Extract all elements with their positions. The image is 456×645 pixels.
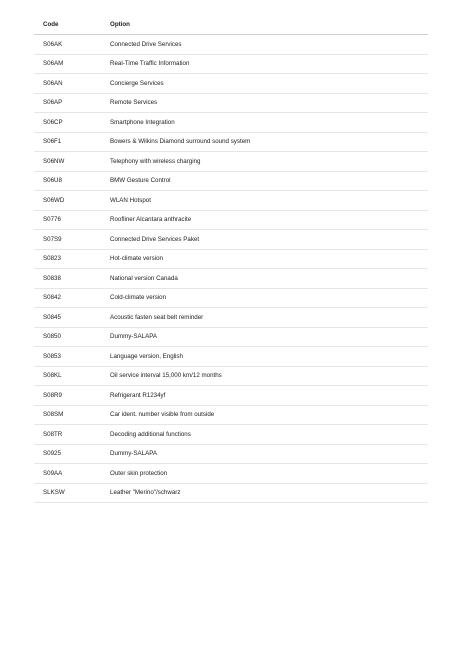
table-row bbox=[34, 406, 428, 426]
table-row bbox=[34, 445, 428, 465]
table-row bbox=[34, 35, 428, 55]
option-code: S08R9 bbox=[43, 391, 62, 399]
option-description: Telephony with wireless charging bbox=[110, 157, 201, 165]
option-description: National version Canada bbox=[110, 274, 178, 282]
option-description: Hot-climate version bbox=[110, 255, 163, 263]
option-code: S0845 bbox=[43, 313, 61, 321]
table-row bbox=[34, 425, 428, 445]
option-code: S08KL bbox=[43, 372, 62, 380]
option-description: Decoding additional functions bbox=[110, 430, 191, 438]
option-description: Oil service interval 15,000 km/12 months bbox=[110, 372, 222, 380]
option-description: Dummy-SALAPA bbox=[110, 333, 157, 341]
table-row bbox=[34, 269, 428, 289]
option-code: S06NW bbox=[43, 157, 65, 165]
table-row bbox=[34, 152, 428, 172]
option-code: S06F1 bbox=[43, 138, 62, 146]
option-description: Remote Services bbox=[110, 99, 158, 107]
option-code: S07S9 bbox=[43, 235, 62, 243]
option-code: S06AN bbox=[43, 79, 63, 87]
option-description: Cold-climate version bbox=[110, 294, 167, 302]
option-code: S0838 bbox=[43, 274, 61, 282]
option-code: S06U8 bbox=[43, 177, 62, 185]
options-table bbox=[34, 14, 428, 503]
option-code: SLKSW bbox=[43, 489, 65, 497]
table-row bbox=[34, 308, 428, 328]
option-code: S0842 bbox=[43, 294, 61, 302]
table-row bbox=[34, 133, 428, 153]
option-description: Refrigerant R1234yf bbox=[110, 391, 166, 399]
option-code: S0850 bbox=[43, 333, 61, 341]
option-code: S06AM bbox=[43, 60, 64, 68]
table-row bbox=[34, 464, 428, 484]
option-description: Smartphone Integration bbox=[110, 118, 175, 126]
table-row bbox=[34, 94, 428, 114]
table-row bbox=[34, 250, 428, 270]
table-row bbox=[34, 211, 428, 231]
option-description: Bowers & Wilkins Diamond surround sound system bbox=[110, 138, 251, 146]
table-row bbox=[34, 347, 428, 367]
option-code: S09AA bbox=[43, 469, 63, 477]
option-code: S0925 bbox=[43, 450, 61, 458]
column-header-code: Code bbox=[43, 20, 59, 28]
option-description: Leather "Merino"/schwarz bbox=[110, 489, 181, 497]
option-code: S06WD bbox=[43, 196, 65, 204]
option-description: Real-Time Traffic Information bbox=[110, 60, 190, 68]
option-code: S06AK bbox=[43, 40, 63, 48]
column-header-option: Option bbox=[110, 20, 130, 28]
option-description: Dummy-SALAPA bbox=[110, 450, 157, 458]
table-row bbox=[34, 191, 428, 211]
option-description: Language version, English bbox=[110, 352, 183, 360]
option-code: S0776 bbox=[43, 216, 61, 224]
table-row bbox=[34, 113, 428, 133]
option-code: S06AP bbox=[43, 99, 63, 107]
table-row bbox=[34, 484, 428, 504]
option-code: S08TR bbox=[43, 430, 63, 438]
option-description: WLAN Hotspot bbox=[110, 196, 151, 204]
option-code: S0853 bbox=[43, 352, 61, 360]
option-description: Acoustic fasten seat belt reminder bbox=[110, 313, 204, 321]
table-row bbox=[34, 367, 428, 387]
table-row bbox=[34, 74, 428, 94]
option-code: S06CP bbox=[43, 118, 63, 126]
option-description: Connected Drive Services bbox=[110, 40, 182, 48]
table-row bbox=[34, 230, 428, 250]
option-description: BMW Gesture Control bbox=[110, 177, 171, 185]
option-description: Outer skin protection bbox=[110, 469, 168, 477]
table-row bbox=[34, 328, 428, 348]
option-description: Car ident. number visible from outside bbox=[110, 411, 215, 419]
table-header-row bbox=[34, 14, 428, 35]
option-code: S0823 bbox=[43, 255, 61, 263]
table-row bbox=[34, 55, 428, 75]
option-description: Connected Drive Services Paket bbox=[110, 235, 200, 243]
table-row bbox=[34, 172, 428, 192]
option-description: Roofliner Alcantara anthracite bbox=[110, 216, 192, 224]
table-body bbox=[34, 35, 428, 503]
table-row bbox=[34, 386, 428, 406]
table-row bbox=[34, 289, 428, 309]
option-description: Concierge Services bbox=[110, 79, 164, 87]
option-code: S08SM bbox=[43, 411, 64, 419]
